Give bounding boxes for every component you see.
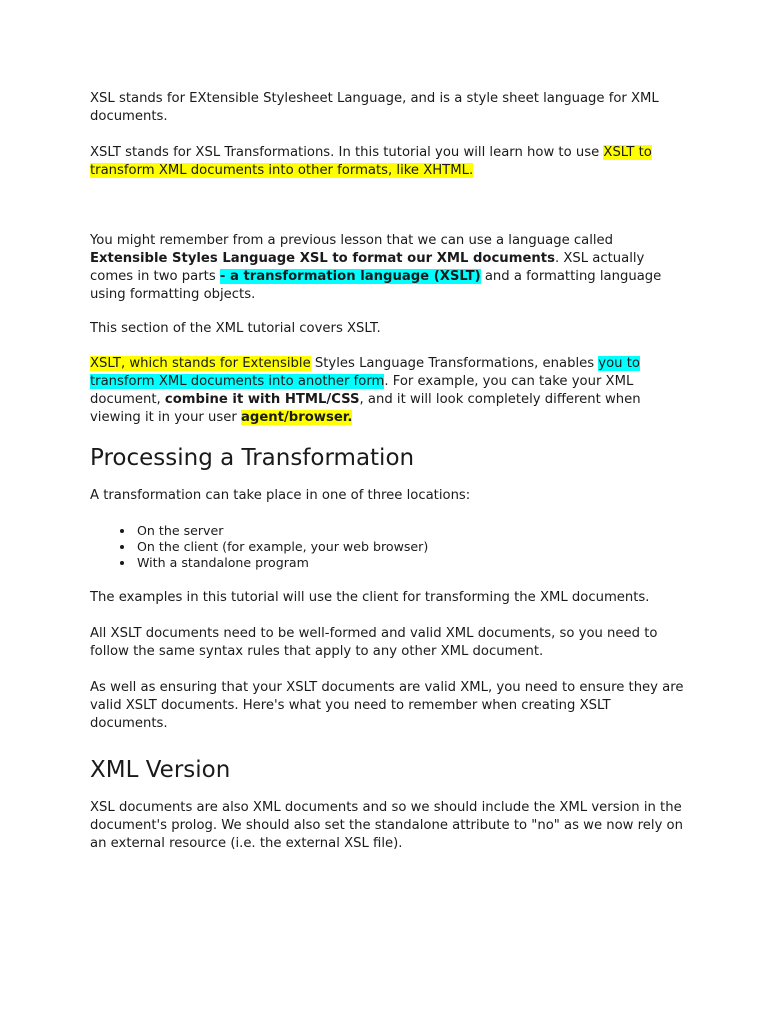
intro-paragraph-5 (90, 355, 690, 427)
list-item: • With a standalone program (135, 555, 690, 571)
intro-paragraph-2-highlight: XSLT to transform XML documents into other formats, like XHTML. (90, 145, 652, 178)
intro-paragraph-5-highlight-cyan: you to transform XML documents into another form (90, 356, 640, 389)
intro-paragraph-3 (90, 232, 690, 304)
intro-paragraph-5-highlight-yellow: XSLT, which stands for Extensible (90, 356, 311, 371)
list-item: • On the server (135, 523, 690, 539)
intro-paragraph-5-text-b: . For example, you can take your XML document, (90, 374, 634, 407)
intro-paragraph-5-text-c: , and it will look completely different when viewing it in your user (90, 392, 641, 425)
section-heading-processing: Processing a Transformation (90, 445, 415, 471)
examples-paragraph: The examples in this tutorial will use the client for transforming the XML documents. (90, 590, 650, 605)
intro-paragraph-4: This section of the XML tutorial covers XSLT. (90, 321, 381, 336)
processing-lead: A transformation can take place in one of three locations: (90, 488, 471, 503)
wellformed-paragraph: All XSLT documents need to be well-formed and valid XML documents, so you need to follow the same syntax rules that apply to any other XML document. (90, 626, 658, 659)
intro-paragraph-5-bold-highlight: agent/browser. (241, 410, 353, 425)
document-page (90, 90, 690, 853)
xml-version-paragraph: XSL documents are also XML documents and so we should include the XML version in the document's prolog. We should also set the standalone attribute to "no" as we now rely on an external resource (i.e. the external XSL file). (90, 800, 683, 851)
intro-paragraph-1: XSL stands for EXtensible Stylesheet Language, and is a style sheet language for XML documents. (90, 91, 659, 124)
intro-paragraph-2-text: XSLT stands for XSL Transformations. In this tutorial you will learn how to use (90, 145, 604, 160)
intro-paragraph-5-text-a: Styles Language Transformations, enables (310, 356, 599, 371)
section-heading-xml-version: XML Version (90, 757, 231, 783)
intro-paragraph-5-bold: combine it with HTML/CSS (164, 392, 360, 407)
intro-paragraph-3-text-c: and a formatting language using formatting objects. (90, 269, 662, 302)
intro-paragraph-3-text-a: You might remember from a previous lesson that we can use a language called (90, 233, 614, 248)
intro-paragraph-2 (90, 144, 690, 180)
intro-paragraph-3-bold: Extensible Styles Language XSL to format our XML documents (90, 251, 555, 266)
intro-paragraph-3-highlight: - a transformation language (XSLT) (219, 269, 481, 284)
list-item: • On the client (for example, your web browser) (135, 539, 690, 555)
locations-list (90, 523, 690, 571)
intro-paragraph-3-text-b: . XSL actually comes in two parts (90, 251, 645, 284)
ensuring-paragraph: As well as ensuring that your XSLT documents are valid XML, you need to ensure they are valid XSLT documents. Here's what you need to remember when creating XSLT documents. (90, 680, 684, 731)
